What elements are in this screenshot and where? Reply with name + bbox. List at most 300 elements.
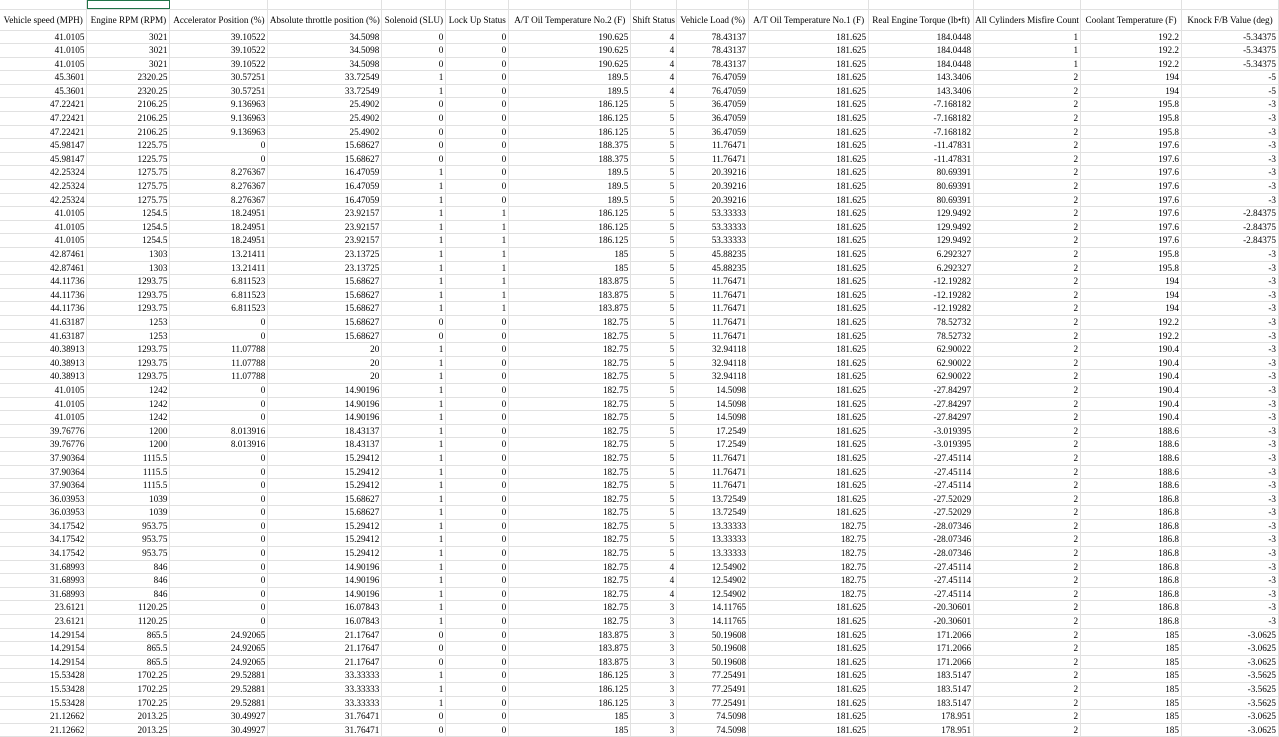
table-cell[interactable]: 3 — [631, 615, 677, 629]
table-cell[interactable]: 5 — [631, 397, 677, 411]
table-cell[interactable]: 8.013916 — [170, 424, 268, 438]
table-cell[interactable]: 6.811523 — [170, 275, 268, 289]
table-cell[interactable]: -3 — [1181, 411, 1278, 425]
table-cell[interactable]: 0 — [446, 139, 509, 153]
table-cell[interactable]: 2 — [974, 601, 1081, 615]
table-cell[interactable]: 2 — [974, 383, 1081, 397]
column-header[interactable]: Accelerator Position (%) — [170, 9, 268, 30]
table-cell[interactable]: 0 — [170, 533, 268, 547]
table-cell[interactable]: 5 — [631, 451, 677, 465]
table-cell[interactable]: 77.25491 — [677, 669, 749, 683]
table-cell[interactable]: 33.33333 — [268, 683, 382, 697]
table-cell[interactable]: 36.47059 — [677, 98, 749, 112]
table-cell[interactable]: 0 — [446, 615, 509, 629]
table-cell[interactable]: 14.5098 — [677, 397, 749, 411]
empty-cell[interactable] — [446, 0, 509, 9]
table-cell[interactable]: -20.30601 — [869, 601, 974, 615]
table-cell[interactable]: 77.25491 — [677, 683, 749, 697]
table-cell[interactable]: 14.90196 — [268, 397, 382, 411]
table-cell[interactable]: 182.75 — [509, 424, 631, 438]
table-cell[interactable]: 0 — [170, 519, 268, 533]
table-cell[interactable]: 1253 — [87, 329, 170, 343]
table-cell[interactable]: 865.5 — [87, 655, 170, 669]
table-cell[interactable]: 15.68627 — [268, 506, 382, 520]
table-cell[interactable]: 29.52881 — [170, 696, 268, 710]
table-cell[interactable]: 2 — [974, 193, 1081, 207]
table-cell[interactable]: -3.019395 — [869, 438, 974, 452]
table-cell[interactable]: 32.94118 — [677, 343, 749, 357]
table-cell[interactable]: 0 — [446, 397, 509, 411]
table-cell[interactable]: 5 — [631, 383, 677, 397]
table-cell[interactable]: 1200 — [87, 438, 170, 452]
table-cell[interactable]: 181.625 — [749, 261, 869, 275]
table-cell[interactable]: 2 — [974, 234, 1081, 248]
table-cell[interactable]: 0 — [446, 601, 509, 615]
table-cell[interactable]: 185 — [1081, 710, 1182, 724]
table-cell[interactable]: 4 — [631, 560, 677, 574]
table-cell[interactable]: 3021 — [87, 30, 170, 44]
table-cell[interactable]: -3 — [1181, 547, 1278, 561]
table-cell[interactable]: 39.10522 — [170, 57, 268, 71]
table-cell[interactable]: 23.6121 — [0, 601, 87, 615]
table-cell[interactable]: -12.19282 — [869, 275, 974, 289]
table-cell[interactable]: 5 — [631, 220, 677, 234]
table-cell[interactable]: 30.49927 — [170, 710, 268, 724]
table-cell[interactable]: 2 — [974, 248, 1081, 262]
table-cell[interactable]: 2 — [974, 125, 1081, 139]
table-cell[interactable]: 1 — [382, 519, 446, 533]
table-cell[interactable]: 181.625 — [749, 207, 869, 221]
table-cell[interactable]: 13.72549 — [677, 506, 749, 520]
table-cell[interactable]: 865.5 — [87, 642, 170, 656]
table-cell[interactable]: -27.84297 — [869, 397, 974, 411]
table-cell[interactable]: 3 — [631, 683, 677, 697]
table-cell[interactable]: 186.8 — [1081, 519, 1182, 533]
table-cell[interactable]: 62.90022 — [869, 343, 974, 357]
table-cell[interactable]: 186.125 — [509, 220, 631, 234]
table-cell[interactable]: -3 — [1181, 438, 1278, 452]
table-cell[interactable]: 186.125 — [509, 683, 631, 697]
table-cell[interactable]: 0 — [446, 30, 509, 44]
table-cell[interactable]: 36.47059 — [677, 112, 749, 126]
table-cell[interactable]: 15.68627 — [268, 288, 382, 302]
table-cell[interactable]: 32.94118 — [677, 370, 749, 384]
table-cell[interactable]: 184.0448 — [869, 30, 974, 44]
table-cell[interactable]: 5 — [631, 166, 677, 180]
table-cell[interactable]: 1039 — [87, 506, 170, 520]
table-cell[interactable]: 18.43137 — [268, 424, 382, 438]
table-cell[interactable]: 1 — [382, 615, 446, 629]
table-cell[interactable]: 189.5 — [509, 71, 631, 85]
table-cell[interactable]: 15.53428 — [0, 669, 87, 683]
table-cell[interactable]: 11.76471 — [677, 275, 749, 289]
table-cell[interactable]: -3 — [1181, 370, 1278, 384]
table-cell[interactable]: 41.0105 — [0, 30, 87, 44]
table-cell[interactable]: 2106.25 — [87, 98, 170, 112]
table-cell[interactable]: 47.22421 — [0, 112, 87, 126]
table-cell[interactable]: 29.52881 — [170, 669, 268, 683]
empty-cell[interactable] — [0, 0, 87, 9]
table-cell[interactable]: 33.33333 — [268, 669, 382, 683]
table-cell[interactable]: -28.07346 — [869, 533, 974, 547]
table-cell[interactable]: 9.136963 — [170, 125, 268, 139]
table-cell[interactable]: 182.75 — [749, 519, 869, 533]
table-cell[interactable]: 2 — [974, 302, 1081, 316]
table-cell[interactable]: 188.6 — [1081, 424, 1182, 438]
table-cell[interactable]: 1039 — [87, 492, 170, 506]
table-cell[interactable]: 13.33333 — [677, 519, 749, 533]
table-cell[interactable]: 1254.5 — [87, 220, 170, 234]
table-cell[interactable]: -12.19282 — [869, 302, 974, 316]
table-cell[interactable]: -27.84297 — [869, 383, 974, 397]
table-cell[interactable]: 30.57251 — [170, 71, 268, 85]
table-cell[interactable]: 0 — [446, 370, 509, 384]
table-cell[interactable]: 0 — [382, 98, 446, 112]
table-cell[interactable]: -11.47831 — [869, 139, 974, 153]
table-cell[interactable]: 25.4902 — [268, 112, 382, 126]
table-cell[interactable]: 1702.25 — [87, 696, 170, 710]
table-cell[interactable]: -3 — [1181, 587, 1278, 601]
table-cell[interactable]: 21.17647 — [268, 655, 382, 669]
table-cell[interactable]: -27.52029 — [869, 492, 974, 506]
table-cell[interactable]: 181.625 — [749, 329, 869, 343]
table-cell[interactable]: 5 — [631, 234, 677, 248]
table-cell[interactable]: -2.84375 — [1181, 207, 1278, 221]
table-cell[interactable]: -3.019395 — [869, 424, 974, 438]
table-cell[interactable]: 1275.75 — [87, 166, 170, 180]
empty-cell[interactable] — [268, 0, 382, 9]
table-cell[interactable]: 181.625 — [749, 193, 869, 207]
table-cell[interactable]: 1 — [446, 261, 509, 275]
table-cell[interactable]: 0 — [446, 587, 509, 601]
table-cell[interactable]: 31.76471 — [268, 710, 382, 724]
table-cell[interactable]: 1 — [382, 193, 446, 207]
table-cell[interactable]: 11.07788 — [170, 370, 268, 384]
table-cell[interactable]: 1 — [382, 84, 446, 98]
empty-cell[interactable] — [749, 0, 869, 9]
table-cell[interactable]: 14.29154 — [0, 642, 87, 656]
table-cell[interactable]: 2 — [974, 98, 1081, 112]
table-cell[interactable]: -3 — [1181, 112, 1278, 126]
empty-cell[interactable] — [631, 0, 677, 9]
table-cell[interactable]: 182.75 — [509, 411, 631, 425]
table-cell[interactable]: 31.68993 — [0, 587, 87, 601]
table-cell[interactable]: 8.276367 — [170, 180, 268, 194]
table-cell[interactable]: 0 — [446, 343, 509, 357]
table-cell[interactable]: 0 — [170, 465, 268, 479]
table-cell[interactable]: 186.8 — [1081, 547, 1182, 561]
table-cell[interactable]: 5 — [631, 248, 677, 262]
table-cell[interactable]: 45.88235 — [677, 248, 749, 262]
table-cell[interactable]: 181.625 — [749, 220, 869, 234]
table-cell[interactable]: 181.625 — [749, 30, 869, 44]
table-cell[interactable]: 14.90196 — [268, 411, 382, 425]
table-cell[interactable]: 846 — [87, 560, 170, 574]
table-cell[interactable]: 0 — [446, 166, 509, 180]
table-cell[interactable]: 865.5 — [87, 628, 170, 642]
table-cell[interactable]: 1 — [382, 451, 446, 465]
table-cell[interactable]: 17.2549 — [677, 424, 749, 438]
table-cell[interactable]: 197.6 — [1081, 139, 1182, 153]
column-header[interactable]: Knock F/B Value (deg) — [1181, 9, 1278, 30]
table-cell[interactable]: 2 — [974, 112, 1081, 126]
table-cell[interactable]: 181.625 — [749, 166, 869, 180]
table-cell[interactable]: 15.68627 — [268, 302, 382, 316]
table-cell[interactable]: 5 — [631, 506, 677, 520]
table-cell[interactable]: 1 — [382, 71, 446, 85]
table-cell[interactable]: 20.39216 — [677, 193, 749, 207]
table-cell[interactable]: 181.625 — [749, 98, 869, 112]
table-cell[interactable]: 182.75 — [509, 519, 631, 533]
table-cell[interactable]: 16.07843 — [268, 601, 382, 615]
table-cell[interactable]: 2 — [974, 519, 1081, 533]
table-cell[interactable]: 34.5098 — [268, 44, 382, 58]
table-cell[interactable]: 1 — [446, 220, 509, 234]
table-cell[interactable]: 15.29412 — [268, 451, 382, 465]
table-cell[interactable]: 33.72549 — [268, 84, 382, 98]
table-cell[interactable]: 1 — [382, 587, 446, 601]
table-cell[interactable]: 181.625 — [749, 288, 869, 302]
column-header[interactable]: Real Engine Torque (lb•ft) — [869, 9, 974, 30]
table-cell[interactable]: -28.07346 — [869, 519, 974, 533]
table-cell[interactable]: 0 — [170, 411, 268, 425]
table-cell[interactable]: 1 — [446, 207, 509, 221]
table-cell[interactable]: 197.6 — [1081, 193, 1182, 207]
table-cell[interactable]: 0 — [446, 411, 509, 425]
table-cell[interactable]: 1 — [382, 506, 446, 520]
table-cell[interactable]: 5 — [631, 193, 677, 207]
table-cell[interactable]: 186.8 — [1081, 601, 1182, 615]
table-cell[interactable]: 186.125 — [509, 125, 631, 139]
table-cell[interactable]: 2 — [974, 451, 1081, 465]
table-cell[interactable]: 1275.75 — [87, 180, 170, 194]
table-cell[interactable]: 0 — [170, 152, 268, 166]
table-cell[interactable]: 0 — [382, 723, 446, 737]
table-cell[interactable]: 1 — [446, 275, 509, 289]
table-cell[interactable]: 25.4902 — [268, 98, 382, 112]
table-cell[interactable]: 2 — [974, 220, 1081, 234]
table-cell[interactable]: 36.47059 — [677, 125, 749, 139]
table-cell[interactable]: 1 — [382, 220, 446, 234]
table-cell[interactable]: 2013.25 — [87, 723, 170, 737]
table-cell[interactable]: -3.5625 — [1181, 683, 1278, 697]
table-cell[interactable]: 5 — [631, 125, 677, 139]
table-cell[interactable]: -3.5625 — [1181, 696, 1278, 710]
table-cell[interactable]: 6.811523 — [170, 302, 268, 316]
table-cell[interactable]: 183.875 — [509, 288, 631, 302]
table-cell[interactable]: 1275.75 — [87, 193, 170, 207]
table-cell[interactable]: 14.29154 — [0, 628, 87, 642]
table-cell[interactable]: 24.92065 — [170, 628, 268, 642]
table-cell[interactable]: 5 — [631, 370, 677, 384]
table-cell[interactable]: 189.5 — [509, 84, 631, 98]
table-cell[interactable]: 0 — [382, 628, 446, 642]
table-cell[interactable]: 41.0105 — [0, 383, 87, 397]
table-cell[interactable]: 24.92065 — [170, 655, 268, 669]
table-cell[interactable]: 0 — [382, 44, 446, 58]
table-cell[interactable]: 0 — [382, 315, 446, 329]
table-cell[interactable]: 74.5098 — [677, 710, 749, 724]
table-cell[interactable]: 197.6 — [1081, 152, 1182, 166]
table-cell[interactable]: 2320.25 — [87, 71, 170, 85]
table-cell[interactable]: 15.29412 — [268, 465, 382, 479]
table-cell[interactable]: 1 — [382, 343, 446, 357]
table-cell[interactable]: 0 — [382, 30, 446, 44]
table-cell[interactable]: 0 — [446, 479, 509, 493]
table-cell[interactable]: 195.8 — [1081, 112, 1182, 126]
table-cell[interactable]: 181.625 — [749, 315, 869, 329]
table-cell[interactable]: 181.625 — [749, 710, 869, 724]
table-cell[interactable]: 15.29412 — [268, 519, 382, 533]
table-cell[interactable]: -5.34375 — [1181, 57, 1278, 71]
table-cell[interactable]: 1242 — [87, 397, 170, 411]
table-cell[interactable]: 8.276367 — [170, 166, 268, 180]
table-cell[interactable]: 2 — [974, 329, 1081, 343]
table-cell[interactable]: 12.54902 — [677, 587, 749, 601]
table-cell[interactable]: -28.07346 — [869, 547, 974, 561]
table-cell[interactable]: 192.2 — [1081, 30, 1182, 44]
table-cell[interactable]: 41.0105 — [0, 411, 87, 425]
table-cell[interactable]: 41.0105 — [0, 220, 87, 234]
table-cell[interactable]: 0 — [446, 424, 509, 438]
table-cell[interactable]: 5 — [631, 533, 677, 547]
table-cell[interactable]: 0 — [170, 451, 268, 465]
table-cell[interactable]: -3 — [1181, 356, 1278, 370]
table-cell[interactable]: 23.13725 — [268, 248, 382, 262]
table-cell[interactable]: 76.47059 — [677, 84, 749, 98]
table-cell[interactable]: 181.625 — [749, 370, 869, 384]
table-cell[interactable]: 0 — [446, 329, 509, 343]
table-cell[interactable]: 40.38913 — [0, 356, 87, 370]
table-cell[interactable]: 16.47059 — [268, 193, 382, 207]
table-cell[interactable]: 18.24951 — [170, 234, 268, 248]
table-cell[interactable]: 190.625 — [509, 30, 631, 44]
table-cell[interactable]: -7.168182 — [869, 125, 974, 139]
empty-cell[interactable] — [170, 0, 268, 9]
table-cell[interactable]: 30.57251 — [170, 84, 268, 98]
table-cell[interactable]: 20 — [268, 370, 382, 384]
table-cell[interactable]: 185 — [1081, 683, 1182, 697]
table-cell[interactable]: 4 — [631, 71, 677, 85]
table-cell[interactable]: 2 — [974, 71, 1081, 85]
table-cell[interactable]: 181.625 — [749, 506, 869, 520]
table-cell[interactable]: 0 — [446, 669, 509, 683]
table-cell[interactable]: 0 — [170, 574, 268, 588]
table-cell[interactable]: 1115.5 — [87, 479, 170, 493]
table-cell[interactable]: 5 — [631, 261, 677, 275]
table-cell[interactable]: -3 — [1181, 166, 1278, 180]
table-cell[interactable]: 21.12662 — [0, 723, 87, 737]
table-cell[interactable]: 2013.25 — [87, 710, 170, 724]
column-header[interactable]: Engine RPM (RPM) — [87, 9, 170, 30]
table-cell[interactable]: 182.75 — [749, 533, 869, 547]
table-cell[interactable]: 1 — [382, 533, 446, 547]
table-cell[interactable]: 182.75 — [509, 329, 631, 343]
table-cell[interactable]: 53.33333 — [677, 234, 749, 248]
table-cell[interactable]: -27.84297 — [869, 411, 974, 425]
table-cell[interactable]: 5 — [631, 343, 677, 357]
table-cell[interactable]: 80.69391 — [869, 180, 974, 194]
table-cell[interactable]: 0 — [446, 574, 509, 588]
table-cell[interactable]: 186.8 — [1081, 560, 1182, 574]
table-cell[interactable]: 39.76776 — [0, 438, 87, 452]
table-cell[interactable]: 40.38913 — [0, 343, 87, 357]
table-cell[interactable]: 2 — [974, 207, 1081, 221]
table-cell[interactable]: 188.6 — [1081, 479, 1182, 493]
table-cell[interactable]: 12.54902 — [677, 560, 749, 574]
table-cell[interactable]: 186.8 — [1081, 492, 1182, 506]
table-cell[interactable]: 1 — [382, 166, 446, 180]
table-cell[interactable]: 185 — [509, 261, 631, 275]
table-cell[interactable]: 1 — [382, 560, 446, 574]
table-cell[interactable]: 34.17542 — [0, 547, 87, 561]
table-cell[interactable]: 5 — [631, 411, 677, 425]
table-cell[interactable]: -27.45114 — [869, 587, 974, 601]
table-cell[interactable]: 3 — [631, 696, 677, 710]
table-cell[interactable]: 181.625 — [749, 397, 869, 411]
table-cell[interactable]: 20 — [268, 356, 382, 370]
column-header[interactable]: Solenoid (SLU) — [382, 9, 446, 30]
table-cell[interactable]: 5 — [631, 139, 677, 153]
table-cell[interactable]: 5 — [631, 180, 677, 194]
table-cell[interactable]: 1 — [382, 234, 446, 248]
table-cell[interactable]: 182.75 — [749, 560, 869, 574]
table-cell[interactable]: 0 — [446, 492, 509, 506]
table-cell[interactable]: 188.6 — [1081, 438, 1182, 452]
table-cell[interactable]: 1 — [382, 424, 446, 438]
table-cell[interactable]: 186.8 — [1081, 574, 1182, 588]
table-cell[interactable]: 181.625 — [749, 343, 869, 357]
table-cell[interactable]: 11.76471 — [677, 479, 749, 493]
table-cell[interactable]: 9.136963 — [170, 98, 268, 112]
table-cell[interactable]: 62.90022 — [869, 356, 974, 370]
table-cell[interactable]: 3 — [631, 601, 677, 615]
table-cell[interactable]: 186.125 — [509, 112, 631, 126]
table-cell[interactable]: 1 — [382, 411, 446, 425]
column-header[interactable]: Vehicle speed (MPH) — [0, 9, 87, 30]
table-cell[interactable]: 2 — [974, 397, 1081, 411]
table-cell[interactable]: 11.76471 — [677, 288, 749, 302]
table-cell[interactable]: 194 — [1081, 84, 1182, 98]
table-cell[interactable]: 182.75 — [509, 438, 631, 452]
table-cell[interactable]: -27.45114 — [869, 451, 974, 465]
table-cell[interactable]: 5 — [631, 275, 677, 289]
table-cell[interactable]: 190.625 — [509, 44, 631, 58]
table-cell[interactable]: -27.45114 — [869, 560, 974, 574]
table-cell[interactable]: 181.625 — [749, 125, 869, 139]
table-cell[interactable]: 0 — [446, 57, 509, 71]
table-cell[interactable]: 2 — [974, 166, 1081, 180]
table-cell[interactable]: 14.90196 — [268, 574, 382, 588]
table-cell[interactable]: -3 — [1181, 574, 1278, 588]
table-cell[interactable]: 181.625 — [749, 451, 869, 465]
table-cell[interactable]: 184.0448 — [869, 44, 974, 58]
table-cell[interactable]: 185 — [1081, 696, 1182, 710]
table-cell[interactable]: 41.63187 — [0, 315, 87, 329]
table-cell[interactable]: 15.29412 — [268, 479, 382, 493]
table-cell[interactable]: 37.90364 — [0, 479, 87, 493]
table-cell[interactable]: -3.5625 — [1181, 669, 1278, 683]
table-cell[interactable]: 42.25324 — [0, 193, 87, 207]
table-cell[interactable]: 181.625 — [749, 84, 869, 98]
table-cell[interactable]: 11.76471 — [677, 329, 749, 343]
table-cell[interactable]: 2 — [974, 84, 1081, 98]
table-cell[interactable]: -3 — [1181, 560, 1278, 574]
table-cell[interactable]: 1 — [382, 356, 446, 370]
table-cell[interactable]: 1 — [382, 180, 446, 194]
table-cell[interactable]: 1 — [382, 683, 446, 697]
table-cell[interactable]: -12.19282 — [869, 288, 974, 302]
